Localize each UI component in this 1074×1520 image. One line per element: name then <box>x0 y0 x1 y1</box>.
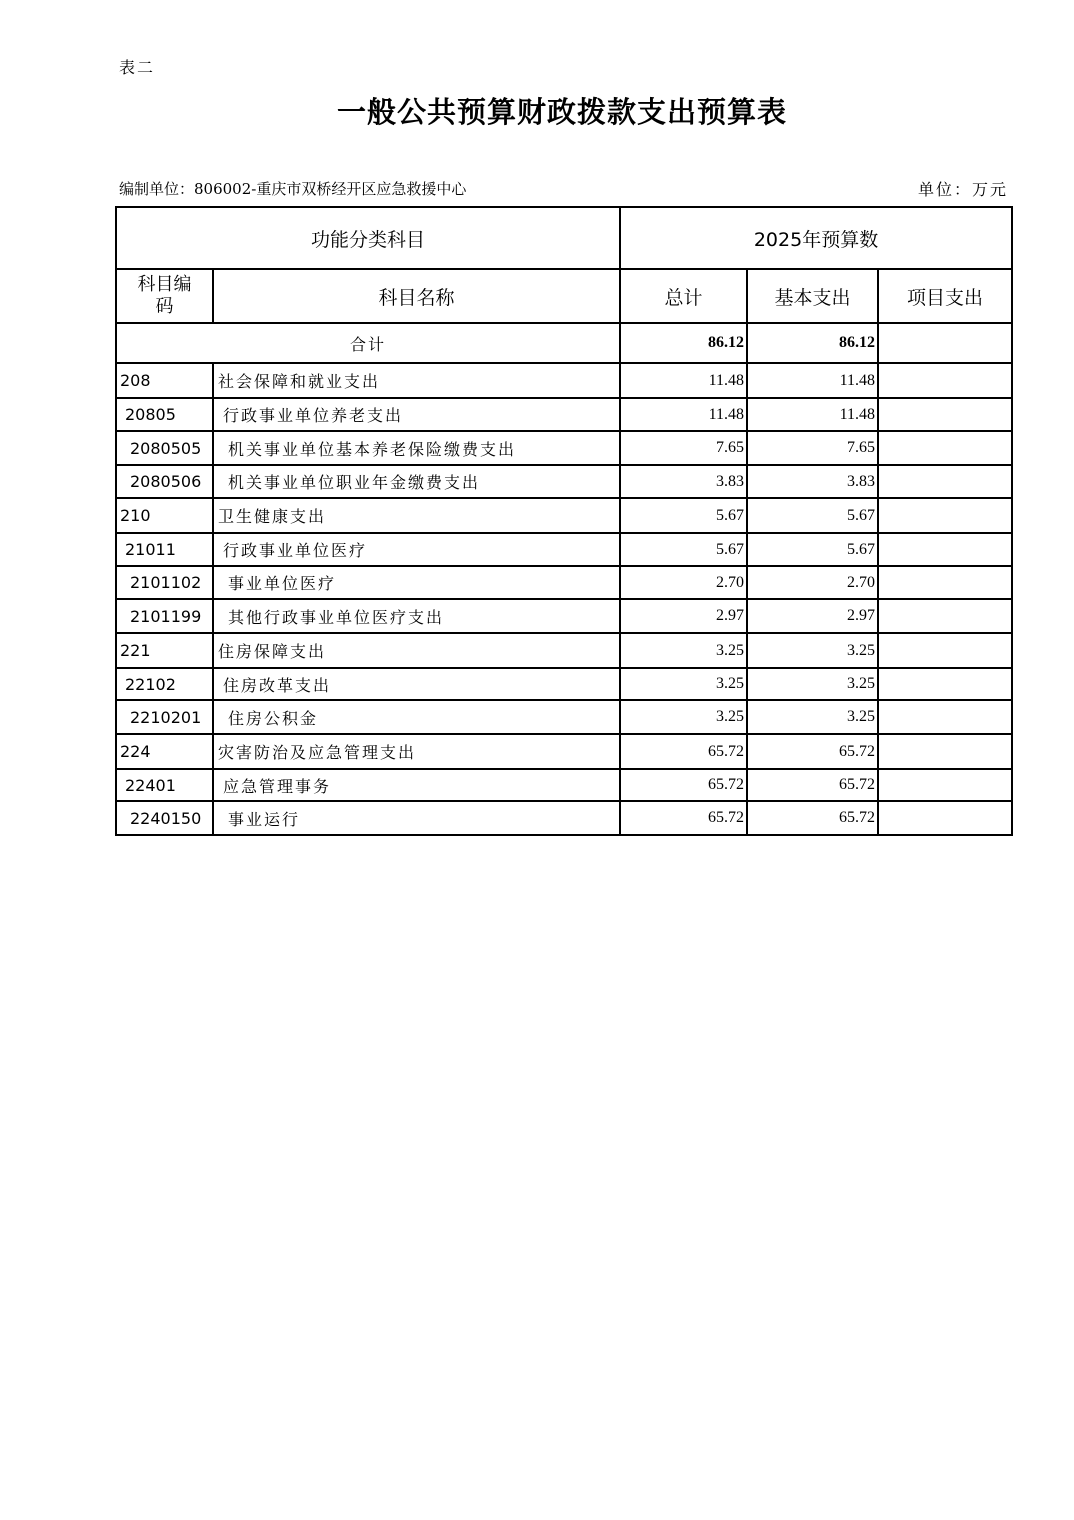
row-basic: 65.72 <box>747 769 878 801</box>
row-total: 3.25 <box>620 700 747 734</box>
row-project <box>878 398 1012 431</box>
row-code: 208 <box>116 363 213 398</box>
row-name: 事业运行 <box>213 801 620 835</box>
row-name: 社会保障和就业支出 <box>213 363 620 398</box>
row-code: 224 <box>116 734 213 769</box>
table-id: 表二 <box>119 58 156 77</box>
row-basic: 2.70 <box>747 566 878 599</box>
row-name: 机关事业单位职业年金缴费支出 <box>213 465 620 498</box>
header-name: 科目名称 <box>213 269 620 323</box>
row-project <box>878 599 1012 633</box>
row-name: 住房公积金 <box>213 700 620 734</box>
row-code: 2080505 <box>116 431 213 465</box>
table-row <box>116 668 1012 700</box>
row-name: 灾害防治及应急管理支出 <box>213 734 620 769</box>
row-total: 65.72 <box>620 769 747 801</box>
row-total: 11.48 <box>620 398 747 431</box>
row-code: 22401 <box>116 769 213 801</box>
row-basic: 65.72 <box>747 734 878 769</box>
row-code: 210 <box>116 498 213 533</box>
row-code: 221 <box>116 633 213 668</box>
row-basic: 11.48 <box>747 363 878 398</box>
header-functional: 功能分类科目 <box>116 207 620 269</box>
row-project <box>878 633 1012 668</box>
budget-table <box>115 206 1013 836</box>
row-code: 2210201 <box>116 700 213 734</box>
row-name: 住房改革支出 <box>213 668 620 700</box>
total-basic: 86.12 <box>747 323 878 363</box>
row-basic: 3.83 <box>747 465 878 498</box>
row-name: 应急管理事务 <box>213 769 620 801</box>
row-basic: 11.48 <box>747 398 878 431</box>
table-row <box>116 465 1012 498</box>
row-project <box>878 566 1012 599</box>
header-total: 总计 <box>620 269 747 323</box>
row-name: 卫生健康支出 <box>213 498 620 533</box>
row-basic: 3.25 <box>747 633 878 668</box>
row-code: 2080506 <box>116 465 213 498</box>
row-name: 行政事业单位医疗 <box>213 533 620 566</box>
row-total: 65.72 <box>620 801 747 835</box>
row-total: 2.70 <box>620 566 747 599</box>
row-project <box>878 465 1012 498</box>
row-basic: 5.67 <box>747 498 878 533</box>
header-project: 项目支出 <box>878 269 1012 323</box>
table-row <box>116 633 1012 668</box>
row-total: 65.72 <box>620 734 747 769</box>
row-name: 住房保障支出 <box>213 633 620 668</box>
row-code: 21011 <box>116 533 213 566</box>
row-name: 行政事业单位养老支出 <box>213 398 620 431</box>
table-row <box>116 769 1012 801</box>
row-total: 5.67 <box>620 498 747 533</box>
row-project <box>878 533 1012 566</box>
row-basic: 5.67 <box>747 533 878 566</box>
header-row-bottom <box>116 269 1012 323</box>
row-basic: 7.65 <box>747 431 878 465</box>
header-code-line1: 科目编 <box>137 274 192 295</box>
row-total: 7.65 <box>620 431 747 465</box>
total-row <box>116 323 1012 363</box>
row-basic: 2.97 <box>747 599 878 633</box>
row-project <box>878 498 1012 533</box>
row-code: 2101199 <box>116 599 213 633</box>
total-project <box>878 323 1012 363</box>
total-total: 86.12 <box>620 323 747 363</box>
row-basic: 65.72 <box>747 801 878 835</box>
table-row <box>116 700 1012 734</box>
row-total: 5.67 <box>620 533 747 566</box>
row-basic: 3.25 <box>747 700 878 734</box>
row-project <box>878 801 1012 835</box>
row-project <box>878 363 1012 398</box>
table-row <box>116 431 1012 465</box>
row-basic: 3.25 <box>747 668 878 700</box>
row-total: 3.83 <box>620 465 747 498</box>
table-row <box>116 801 1012 835</box>
row-total: 3.25 <box>620 633 747 668</box>
table-row <box>116 566 1012 599</box>
table-row <box>116 599 1012 633</box>
header-budget-year: 2025年预算数 <box>620 207 1012 269</box>
header-basic: 基本支出 <box>747 269 878 323</box>
header-code <box>116 269 213 323</box>
row-code: 20805 <box>116 398 213 431</box>
row-total: 11.48 <box>620 363 747 398</box>
row-project <box>878 769 1012 801</box>
row-project <box>878 431 1012 465</box>
org-label: 编制单位：806002-重庆市双桥经开区应急救援中心 <box>119 180 467 198</box>
total-label: 合计 <box>116 323 620 363</box>
table-row <box>116 533 1012 566</box>
header-code-line2: 码 <box>155 296 174 317</box>
table-row <box>116 734 1012 769</box>
header-row-top <box>116 207 1012 269</box>
row-code: 2101102 <box>116 566 213 599</box>
row-project <box>878 734 1012 769</box>
row-total: 2.97 <box>620 599 747 633</box>
page-title: 一般公共预算财政拨款支出预算表 <box>336 95 787 129</box>
row-total: 3.25 <box>620 668 747 700</box>
row-project <box>878 700 1012 734</box>
row-project <box>878 668 1012 700</box>
table-row <box>116 398 1012 431</box>
unit-label: 单位：万元 <box>917 180 1008 199</box>
row-name: 机关事业单位基本养老保险缴费支出 <box>213 431 620 465</box>
row-code: 22102 <box>116 668 213 700</box>
row-name: 其他行政事业单位医疗支出 <box>213 599 620 633</box>
table-row <box>116 498 1012 533</box>
row-code: 2240150 <box>116 801 213 835</box>
row-name: 事业单位医疗 <box>213 566 620 599</box>
table-row <box>116 363 1012 398</box>
